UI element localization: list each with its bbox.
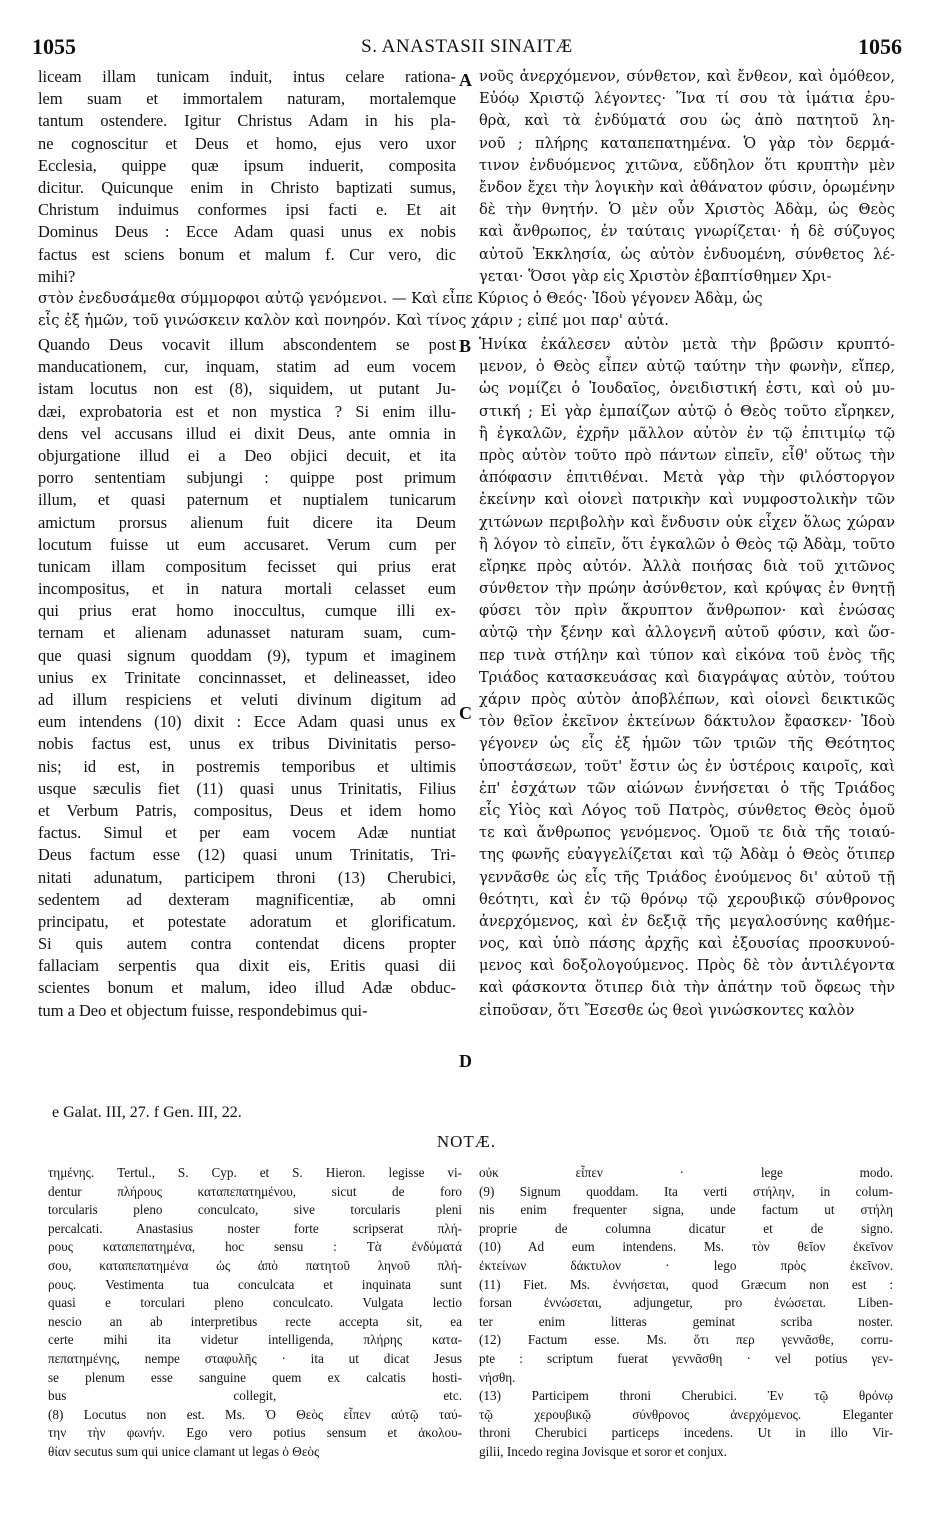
greek-top-column <box>479 66 895 288</box>
text-line: Christum induimus conformes ipsi facti e. Et ait <box>38 200 456 220</box>
text-line: καὶ ἄνθρωπος, ἐν ταύταις γνωρίζεται· ἡ δὲ σύζυγος <box>479 223 895 241</box>
text-line: ne cognoscitur et Deus et homo, ejus vero uxor <box>38 133 456 153</box>
text-line: εἰποῦσαν, ὅτι Ἔσεσθε ὡς θεοὶ γινώσκοντες καλὸν <box>479 1001 855 1019</box>
running-title: S. ANASTASII SINAITÆ <box>361 36 573 57</box>
text-line: Si quis autem contra contendat dicens propter <box>38 934 456 954</box>
notes-title: NOTÆ. <box>436 1132 497 1151</box>
greek-span-line: εἷς ἐξ ἡμῶν, τοῦ γινώσκειν καλὸν καὶ πονηρόν. Καὶ τίνος χάριν ; εἰπέ μοι παρ' αὐτά. <box>38 312 669 329</box>
text-line: (11) Fiet. Ms. ἐννήσεται, quod Græcum non est : <box>479 1276 893 1292</box>
text-line: proprie de columna dicatur et de signo. <box>479 1220 893 1236</box>
text-line: θεότητι, καὶ ἐν τῷ θρόνῳ τῷ χερουβικῷ σύνθρονος <box>479 890 895 908</box>
footnotes: e Galat. III, 27. f Gen. III, 22. <box>52 1104 242 1121</box>
text-line: (12) Factum esse. Ms. ὅτι περ γεννᾶσθε, corru- <box>479 1332 893 1348</box>
text-line: θίαν secutus sum qui unice clamant ut legas ὁ Θεὸς <box>48 1443 320 1459</box>
text-line: factus. Simul et per eam vocem Adæ nuntiat <box>38 823 456 843</box>
text-line: dentur πλήρους καταπεπατημένου, sicut de foro <box>48 1183 462 1199</box>
text-line: unius ex Trinitate concinnasset, et delineasset, ideo <box>38 667 456 687</box>
greek-main-column <box>479 334 895 1022</box>
text-line: liceam illam tunicam induit, intus celare rationa- <box>38 67 456 86</box>
text-line: Quando Deus vocavit illum abscondentem se post <box>38 335 456 354</box>
text-line: amictum prorsus alienum fuit dicere ita Deum <box>38 512 456 532</box>
text-line: της φωνῆς εὐαγγελίζεται καὶ τῷ Ἀδὰμ ὁ Θεὸς ὅτιπερ <box>479 846 895 864</box>
text-line: πεπατημένης, nempe σταφυλῆς · ita ut dicat Jesus <box>48 1350 462 1366</box>
text-line: nitati adunatum, participem throni (13) Cherubici, <box>38 867 456 887</box>
text-line: scientes bonum et malum, ideo illud Adæ obduc- <box>38 978 456 998</box>
text-line: μενον, ὁ Θεὸς εἶπεν αὐτῷ ταύτην τὴν φωνὴν, εἴπερ, <box>479 358 895 376</box>
text-line: γεται· Ὅσοι γὰρ εἰς Χριστὸν ἐβαπτίσθημεν Χρι- <box>479 267 832 285</box>
text-line: throni Cherubici particeps incedens. Ut in illo Vir- <box>479 1425 893 1441</box>
text-line: νος, καὶ ὑπὸ πάσης ἀρχῆς καὶ ἐξουσίας προσκυνού- <box>479 935 895 953</box>
text-line: ter enim litteras geminat scriba noster. <box>479 1313 893 1329</box>
text-line: tum a Deo et objectum fuisse, respondebimus qui- <box>38 1000 368 1020</box>
margin-mark-c: C <box>459 703 472 723</box>
text-line: ἐκείνην καὶ οἱονεὶ πατρικὴν καὶ νυμφοστολικὴν τῶν <box>479 491 895 509</box>
text-line: bus collegit, etc. <box>48 1388 462 1404</box>
text-line: quasi e torculari pleno conculcato. Vulgata lectio <box>48 1295 462 1311</box>
text-line: νοῦς ἀνερχόμενον, σύνθετον, καὶ ἔνθεον, καὶ ὁμόθεον, <box>479 68 895 85</box>
text-line: dicitur. Quicunque enim in Christo baptizati sumus, <box>38 177 456 197</box>
text-line: Deus factum esse (12) quasi unum Trinitatis, Tri- <box>38 845 456 865</box>
latin-top-column <box>38 66 456 288</box>
text-line: forsan ἐννώσεται, adjungetur, pro ἑνώσεται. Liben- <box>479 1295 893 1311</box>
text-line: περ τινὰ στήλην καὶ τύπον καὶ εἰκόνα τοῦ ἑνὸς τῆς <box>479 646 895 664</box>
text-line: nis; id est, in postremis temporibus et ultimis <box>38 756 456 776</box>
margin-mark-a: A <box>459 70 472 90</box>
page-number-left: 1055 <box>32 34 76 59</box>
text-line: lem suam et immortalem naturam, mortalemque <box>38 89 456 109</box>
text-line: que quasi signum quoddam (9), typum et imaginem <box>38 645 456 665</box>
text-line: principatu, et potestate adoratum et glorificatum. <box>38 911 456 931</box>
text-line: νοῦ ; πλήρης καταπεπατημένα. Ὁ γὰρ τὸν δερμά- <box>479 134 895 152</box>
text-line: ρους καταπεπατημένα, hoc sensu : Τὰ ἐνδύματά <box>48 1239 462 1255</box>
text-line: Ecclesia, quippe quæ ipsum induerit, composita <box>38 155 456 175</box>
text-line: εἷς Υἱὸς καὶ Λόγος τοῦ Πατρὸς, σύνθετος Θεὸς ὁμοῦ <box>479 801 895 819</box>
text-line: καὶ φάσκοντα ὅτιπερ διὰ τὴν ἀπάτην τοῦ ὄφεως τὴν <box>479 979 895 997</box>
text-line: ἔνδον ἔχει τὴν λογικὴν καὶ ἀθάνατον φύσιν, ὁρωμένην <box>479 178 895 196</box>
margin-mark-b: B <box>459 336 472 356</box>
greek-span-line: στὸν ἐνεδυσάμεθα σύμμορφοι αὐτῷ γενόμενοι. — Καὶ εἶπε Κύριος ὁ Θεός· Ἰδοὺ γέγονεν Ἀδὰμ, ὡς <box>38 290 763 307</box>
text-line: ἐκτείνων δάκτυλον · lego πρὸς ἐκεῖνον. <box>479 1257 893 1273</box>
text-line: Ἡνίκα ἐκάλεσεν αὐτὸν μετὰ τὴν βρῶσιν κρυπτό- <box>479 336 895 353</box>
text-line: manducationem, cur, inquam, statim ad eum vocem <box>38 357 456 377</box>
text-line: nescio an ab interpretibus recte accepta sit, ea <box>48 1313 462 1329</box>
text-line: εἴρηκε πρὸς αὐτόν. Ἀλλὰ ποιήσας διὰ τοῦ χιτῶνος <box>479 557 895 575</box>
text-line: τὸν θεῖον ἐκεῖνον ἐκτείνων δάκτυλον ἔφασκεν· Ἰδοὺ <box>479 713 895 731</box>
text-line: την τὴν φωνήν. Ego vero potius sensum et ἀκολου- <box>48 1425 462 1441</box>
text-line: ternam et alienam adunasset naturam suam, cum- <box>38 623 456 643</box>
text-line: ρους. Vestimenta tua conculcata et inquinata sunt <box>48 1276 462 1292</box>
text-line: τινον ἐνδυόμενος χιτῶνα, εὔδηλον ὅτι κρυπτὴν μὲν <box>479 156 895 174</box>
text-line: nis enim frequenter signa, unde factum ut στήλη <box>479 1202 893 1218</box>
text-line: illum, et quasi paternum et nuptialem tunicarum <box>38 490 456 510</box>
text-line: ἀνερχόμενος, καὶ ἐν δεξιᾷ τῆς μεγαλοσύνης καθήμε- <box>479 912 895 930</box>
text-line: ἢ ἐγκαλῶν, ἐχρῆν μᾶλλον αὐτὸν ἐν τῷ ἐπιτιμίῳ τῷ <box>479 424 895 442</box>
text-line: Εὐόῳ Χριστῷ λέγοντες· Ἵνα τί σου τὰ ἱμάτια ἐρυ- <box>479 90 895 108</box>
text-line: χάριν πρὸς αὐτὸν ἀποβλέπων, καὶ οἱονεὶ δεικτικῶς <box>479 691 895 708</box>
text-line: nobis factus est, unus ex tribus Divinitatis perso- <box>38 734 456 754</box>
text-line: (13) Participem throni Cherubici. Ἐν τῷ θρόνῳ <box>479 1388 893 1404</box>
notes-left-column <box>48 1164 462 1462</box>
text-line: πρὸς αὐτὸν τοῦτο πρὸ πάντων εἰπεῖν, εἶθ' οὕτως τὴν <box>479 446 895 464</box>
text-line: ἐπ' ἐσχάτων τῶν αἰώνων ἐννήσεται ὁ τῆς Τριάδος <box>479 779 895 797</box>
text-line: αὐτοῦ Ἐκκλησία, ὡς αὐτὸν ἐνδυομένη, σύνθετος λέ- <box>479 245 895 263</box>
text-line: (8) Locutus non est. Ms. Ὁ Θεὸς εἶπεν αὐτῷ ταύ- <box>48 1406 462 1422</box>
text-line: mihi? <box>38 266 76 286</box>
text-line: istam locutus non est (8), siquidem, ut putant Ju- <box>38 379 456 399</box>
page-header <box>32 34 902 64</box>
text-line: γεννᾶσθε ὡς εἷς τῆς Τριάδος ἑνούμενος δι' αὐτοῦ τῇ <box>479 868 895 886</box>
text-line: torcularis pleno conculcato, sive torcularis pleni <box>48 1202 462 1218</box>
text-line: dens vel accusans illud ei dixit Deus, ante omnia in <box>38 423 456 443</box>
text-line: σου, καταπεπατημένα ὡς ἀπὸ πατητοῦ ληνοῦ πλή- <box>48 1257 462 1273</box>
text-line: οὐκ εἶπεν · lege modo. <box>479 1165 893 1180</box>
text-line: percalcati. Anastasius noster forte scripserat πλή- <box>48 1220 462 1236</box>
text-line: στική ; Εἰ γὰρ ἐμπαίζων αὐτῷ ὁ Θεὸς τοῦτο εἴρηκεν, <box>479 402 895 420</box>
text-line: τῷ χερουβικῷ σύνθρονος ἀνερχόμενος. Eleganter <box>479 1406 893 1422</box>
text-line: dæi, exprobatoria est et non mystica ? Si enim illu- <box>38 401 456 421</box>
text-line: eum intendens (10) dixit : Ecce Adam quasi unus ex <box>38 712 456 732</box>
text-line: qui prius erat homo inoccultus, cumque illi ex- <box>38 601 456 621</box>
text-line: μενος καὶ δοξολογούμενος. Πρὸς δὲ τὸν ἀντιλέγοντα <box>479 957 895 975</box>
text-line: ad illum respiciens et veluti divinum digitum ad <box>38 690 456 709</box>
text-line: δὲ τὴν θνητήν. Ὁ μὲν οὖν Χριστὸς Ἀδὰμ, ὡς Θεὸς <box>479 201 895 219</box>
text-line: certe mihi ita videtur intelligenda, πλήρης κατα- <box>48 1332 462 1348</box>
text-line: tunicam illam compositum fecisset qui prius erat <box>38 556 456 576</box>
text-line: porro sententiam subjungi : quippe post primum <box>38 468 456 488</box>
text-line: factus est sciens bonum et malum f. Cur vero, dic <box>38 244 456 264</box>
text-line: ἢ λόγον τὸ εἰπεῖν, ὅτι ἐγκαλῶν ὁ Θεὸς τῷ Ἀδὰμ, τοῦτο <box>479 535 895 553</box>
text-line: locutum fuisse ut eum accusaret. Verum cum per <box>38 534 456 554</box>
text-line: ἀπόφασιν ἐπιτιθέναι. Μετὰ γὰρ τὴν φιλόστοργον <box>479 469 895 487</box>
text-line: tantum ostendere. Igitur Christus Adam in his pla- <box>38 111 456 131</box>
text-line: sedentem ad dexteram magnificentiæ, ab omni <box>38 889 456 909</box>
margin-mark-d: D <box>459 1051 472 1071</box>
page-number-right: 1056 <box>858 34 902 59</box>
text-line: Dominus Deus : Ecce Adam quasi unus ex nobis <box>38 222 456 242</box>
text-line: σύνθετον τὴν πρώην ἀσύνθετον, καὶ κρύψας ἐν θνητῇ <box>479 580 895 598</box>
text-line: νήσθη. <box>479 1369 516 1385</box>
text-line: usque sæculis fiet (11) quasi unus Trinitatis, Filius <box>38 778 456 798</box>
text-line: χιτώνων περιβολὴν καὶ ἔνδυσιν οὐκ εἶχεν ὅλως χώραν <box>479 513 895 531</box>
text-line: pte : scriptum fuerat γεννᾶσθη · vel potius γεν- <box>479 1350 893 1366</box>
text-line: objurgatione illud ei a Deo objici decuit, et ita <box>38 445 456 465</box>
text-line: (10) Ad eum intendens. Ms. τὸν θεῖον ἐκεῖνον <box>479 1239 893 1255</box>
text-line: gilii, Incedo regina Jovisque et soror et conjux. <box>479 1443 727 1459</box>
text-line: incompositus, et in natura mortali celasset eum <box>38 579 456 599</box>
text-line: (9) Signum quoddam. Ita verti στήλην, in colum- <box>479 1183 893 1199</box>
text-line: γέγονεν ὡς εἷς ἐξ ἡμῶν τῶν τριῶν τῆς Θεότητος <box>479 735 895 753</box>
text-line: αὐτῷ τὴν ξένην καὶ ἀλλογενῆ αὐτοῦ φύσιν, καὶ ὥσ- <box>479 624 895 642</box>
text-line: fallaciam serpentis qua dixit eis, Eritis quasi dii <box>38 956 456 976</box>
text-line: ὡς νομίζει ὁ Ἰουδαῖος, ὀνειδιστική ἐστι, καὶ οὐ μυ- <box>479 380 895 398</box>
text-line: θρὰ, καὶ τὰ ἐνδύματά σου ὡς ἀπὸ πατητοῦ λη- <box>479 112 895 130</box>
text-line: φύσει τὸν πρὶν ἄκρυπτον ἄνθρωπον· καὶ ἑνώσας <box>479 602 895 620</box>
text-line: et Verbum Patris, compositus, Deus et idem homo <box>38 800 456 820</box>
text-line: se plenum esse sanguine quem ex calcatis hosti- <box>48 1369 462 1385</box>
notes-right-column <box>479 1164 893 1462</box>
text-line: τε καὶ ἄνθρωπος γενόμενος. Ὁμοῦ τε διὰ τῆς τοιαύ- <box>479 824 895 842</box>
text-line: Τριάδος κατασκευάσας καὶ διαγράψας αὐτὸν, τούτου <box>479 668 895 686</box>
text-line: ὑποστάσεων, τοῦτ' ἔστιν ὡς ἐν ὑστέροις καιροῖς, καὶ <box>479 757 895 775</box>
latin-main-column <box>38 334 456 1022</box>
text-line: τημένης. Tertul., S. Cyp. et S. Hieron. legisse vi- <box>48 1165 462 1180</box>
